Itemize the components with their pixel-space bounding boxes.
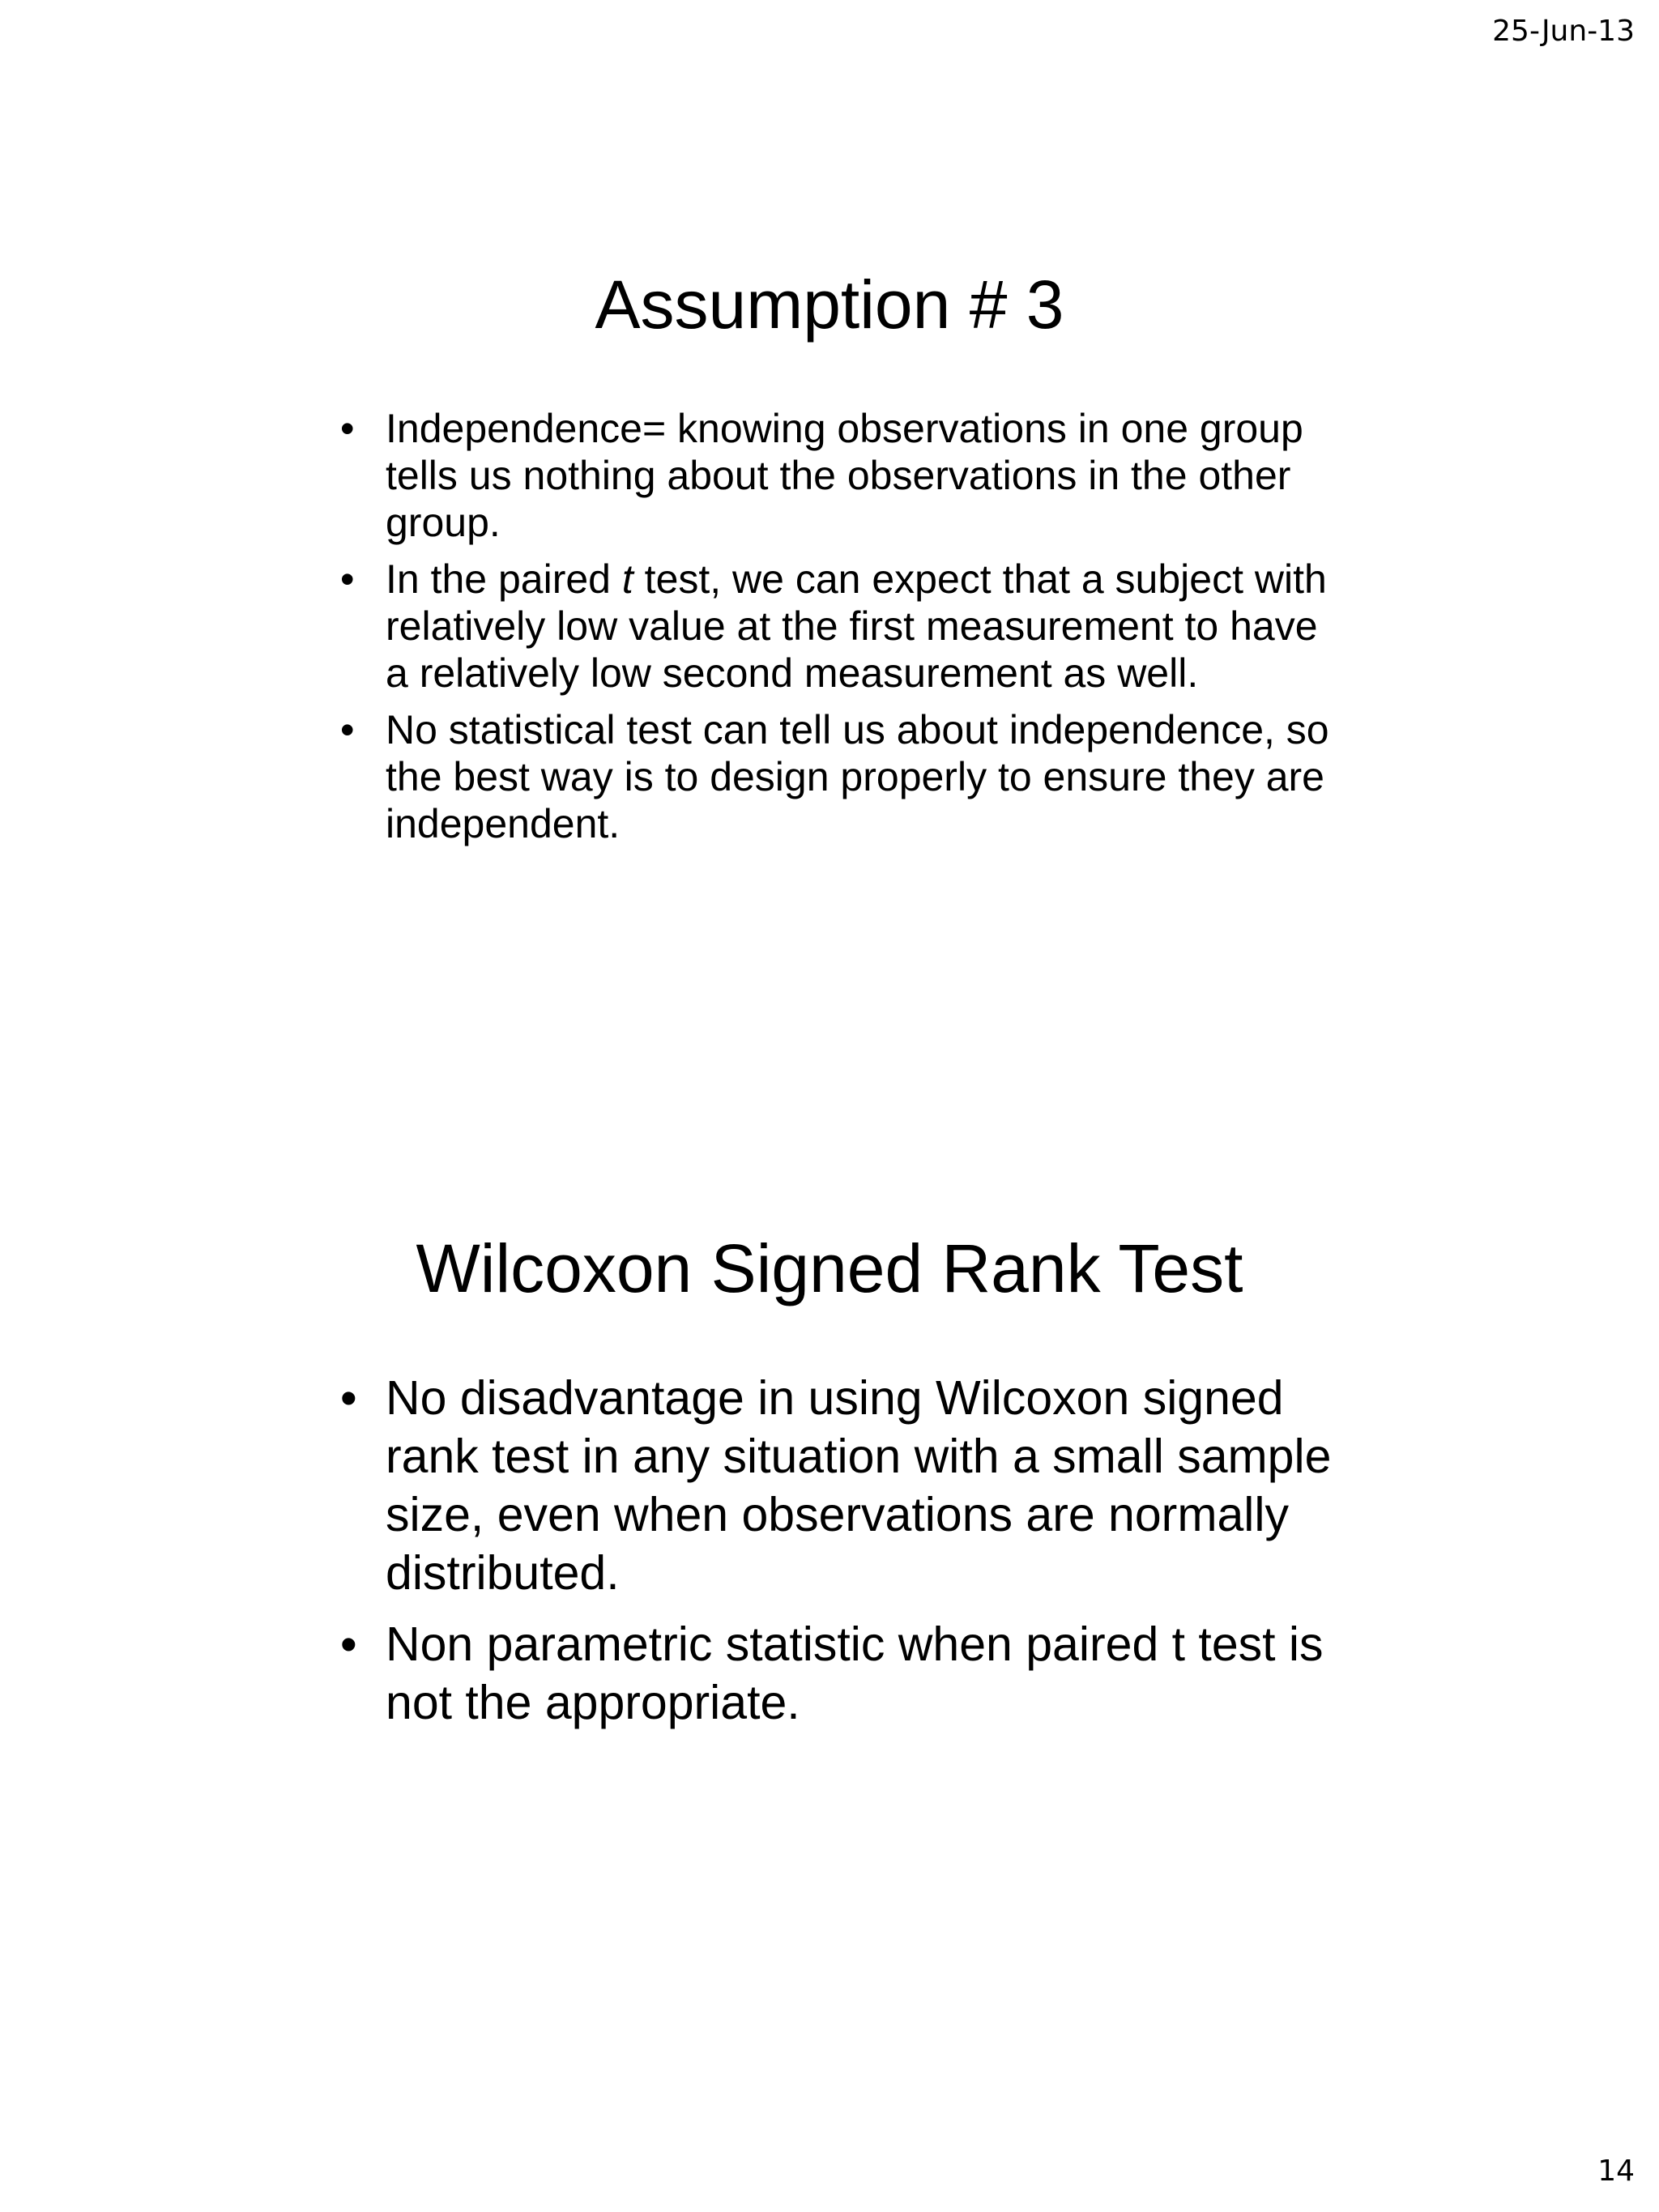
bullet-text-post: test, we can expect that a subject with relatively low value at the first measurement to have a relatively low second measurement as well. [386,556,1327,696]
bullet-text: Independence= knowing observations in one group tells us nothing about the observations in the other group. [386,406,1303,545]
bullet-icon: • [340,556,355,602]
bullet-icon: • [340,1617,357,1671]
bullet-icon: • [340,707,355,752]
slide-assumption-3 [0,266,1659,846]
bullet-text [386,556,1327,696]
bullet-text: Non parametric statistic when paired t test is not the appropriate. [386,1617,1324,1729]
slide-wilcoxon [0,1230,1659,1729]
bullet-item [340,405,1337,546]
bullet-list [340,1369,1337,1745]
bullet-icon: • [340,1371,357,1425]
bullet-text-pre: In the paired [386,556,622,602]
bullet-item [340,1369,1337,1602]
slide-title: Wilcoxon Signed Rank Test [416,1230,1243,1306]
page-date: 25-Jun-13 [1492,15,1635,48]
bullet-icon: • [340,406,355,451]
page-number: 14 [1597,2154,1635,2188]
bullet-item [340,556,1337,697]
bullet-item [340,1615,1337,1732]
bullet-text-italic: t [621,556,633,602]
bullet-list [340,405,1337,857]
slide-title: Assumption # 3 [595,266,1064,343]
bullet-text: No statistical test can tell us about independence, so the best way is to design properly to ensure they are independent. [386,707,1329,846]
bullet-text: No disadvantage in using Wilcoxon signed rank test in any situation with a small sample size, even when observations are normally distributed. [386,1371,1332,1600]
bullet-item [340,706,1337,847]
